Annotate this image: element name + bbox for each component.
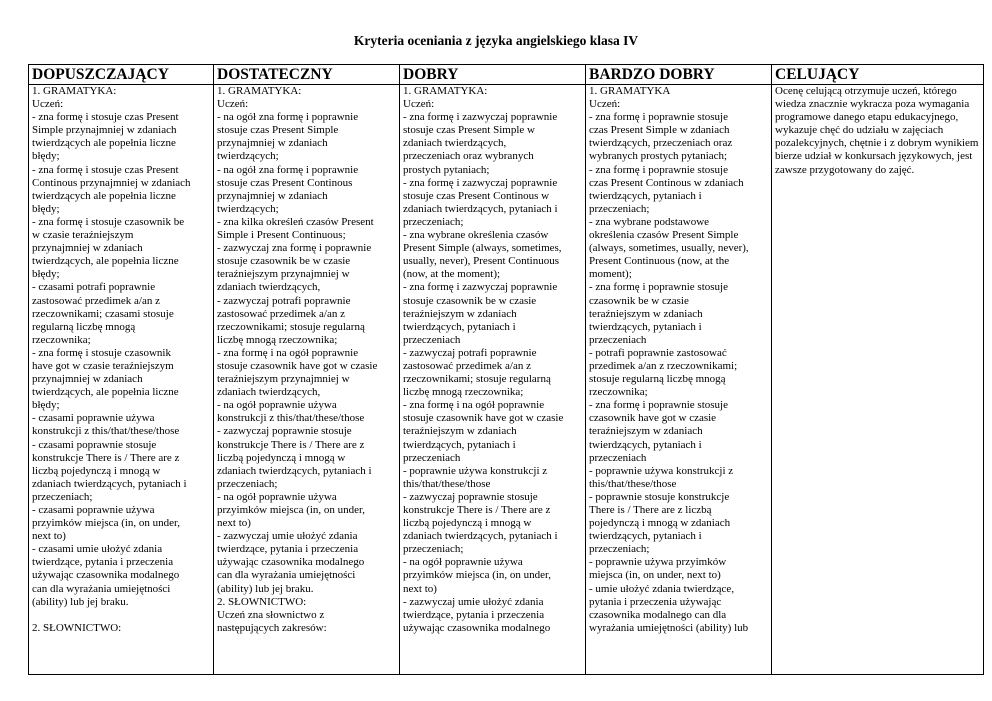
criteria-line: przeczeniach;	[32, 490, 93, 503]
criteria-line: przeczeniach	[589, 333, 647, 346]
criteria-line: Uczeń:	[403, 98, 435, 111]
criteria-line: rzeczownikami; stosuje regularną	[217, 320, 365, 333]
criteria-line: - zna formę i poprawnie stosuje	[589, 111, 728, 124]
criteria-line: - poprawnie używa przyimków	[589, 556, 727, 569]
criteria-line: twierdzących, pytaniach i	[589, 438, 702, 451]
criteria-line: - potrafi poprawnie zastosować	[589, 346, 727, 359]
criteria-line: - zazwyczaj umie ułożyć zdania	[217, 530, 358, 543]
criteria-line: czasownik have got w czasie	[589, 412, 717, 425]
criteria-line: - zna formę i zazwyczaj poprawnie	[403, 281, 558, 294]
criteria-line: (always, sometimes, usually, never),	[589, 242, 749, 255]
criteria-line: - zna formę i zazwyczaj poprawnie	[403, 111, 558, 124]
criteria-line: rzeczownikami; stosuje regularną	[403, 373, 551, 386]
criteria-line: miejsca (in, on under, next to)	[589, 569, 721, 582]
header-bardzo-dobry: BARDZO DOBRY	[586, 65, 772, 85]
criteria-line: twierdzących ale popełnia liczne	[32, 137, 176, 150]
criteria-line: twierdzących;	[217, 202, 279, 215]
criteria-line: - zna formę i zazwyczaj poprawnie	[403, 176, 558, 189]
criteria-line: twierdzących, pytaniach i	[403, 320, 516, 333]
criteria-line: - czasami poprawnie używa	[32, 412, 155, 425]
criteria-line: zastosować przedimek a/an z	[403, 359, 531, 372]
criteria-line: (ability) lub jej braku.	[32, 595, 129, 608]
criteria-line: twierdzących, pytaniach i	[403, 438, 516, 451]
criteria-line: zastosować przedimek a/an z	[217, 307, 345, 320]
criteria-line: Uczeń zna słownictwo z	[217, 608, 325, 621]
criteria-line: przeczeniach	[403, 333, 461, 346]
criteria-line: - poprawnie stosuje konstrukcje	[589, 490, 730, 503]
criteria-line: przynajmniej w zdaniach	[32, 373, 143, 386]
criteria-line: 1. GRAMATYKA:	[217, 85, 302, 97]
header-celujacy: CELUJĄCY	[772, 65, 984, 85]
criteria-line: twierdzących ale popełnia liczne	[32, 189, 176, 202]
criteria-line: next to)	[32, 530, 66, 543]
criteria-line: przynajmniej w zdaniach	[32, 242, 143, 255]
criteria-line: usually, never), Present Continuous	[403, 255, 560, 268]
criteria-line: używając czasownika modalnego	[217, 556, 365, 569]
criteria-line: - czasami potrafi poprawnie	[32, 281, 156, 294]
criteria-line: stosuje czas Present Continous	[217, 176, 353, 189]
criteria-line: następujących zakresów:	[217, 621, 327, 634]
criteria-line: czasownik be w czasie	[589, 294, 689, 307]
criteria-line: wybranych prostych pytaniach;	[589, 150, 728, 163]
criteria-line: twierdzących, pytaniach i	[589, 189, 702, 202]
criteria-line: twierdzące, pytania i przeczenia	[403, 608, 545, 621]
header-dostateczny: DOSTATECZNY	[214, 65, 400, 85]
criteria-line: have got w czasie teraźniejszym	[32, 359, 174, 372]
criteria-line: 1. GRAMATYKA	[589, 85, 671, 97]
criteria-line: czas Present Continous w zdaniach	[589, 176, 744, 189]
criteria-line: przeczeniach	[403, 451, 461, 464]
criteria-line: can dla wyrażania umiejętności	[217, 569, 356, 582]
criteria-line: używając czasownika modalnego	[403, 621, 551, 634]
criteria-line: - zna formę i na ogół poprawnie	[403, 399, 545, 412]
criteria-line: przynajmniej w zdaniach	[217, 189, 328, 202]
criteria-line: liczbę mnogą rzeczownika;	[217, 333, 338, 346]
criteria-line: (now, at the moment);	[403, 268, 501, 281]
criteria-line: rzeczownikami; czasami stosuje	[32, 307, 174, 320]
criteria-line: błędy;	[32, 150, 60, 163]
criteria-line: liczbą pojedynczą i mnogą w	[403, 517, 532, 530]
criteria-line: stosuje czasownik have got w czasie	[217, 359, 378, 372]
criteria-line: can dla wyrażania umiejętności	[32, 582, 171, 595]
criteria-line: - na ogół zna formę i poprawnie	[217, 111, 359, 124]
criteria-line: - zazwyczaj umie ułożyć zdania	[403, 595, 544, 608]
criteria-line: There is / There are z liczbą	[589, 504, 712, 516]
criteria-line: moment);	[589, 268, 632, 281]
criteria-line: twierdzących, ale popełnia liczne	[32, 255, 179, 268]
criteria-line: twierdzących, pytaniach i	[589, 530, 702, 543]
criteria-line: stosuje regularną liczbę mnogą	[589, 373, 726, 386]
criteria-line: 2. SŁOWNICTWO:	[217, 595, 307, 608]
criteria-line: liczbę mnogą rzeczownika;	[403, 386, 524, 399]
criteria-line: - na ogół poprawnie używa	[403, 556, 523, 569]
criteria-line: - na ogół zna formę i poprawnie	[217, 163, 359, 176]
criteria-line: - umie ułożyć zdania twierdzące,	[589, 582, 735, 595]
criteria-line: teraźniejszym w zdaniach	[403, 425, 517, 438]
criteria-row	[29, 85, 984, 675]
cell-dostateczny	[214, 85, 400, 675]
criteria-line: - zazwyczaj potrafi poprawnie	[217, 294, 351, 307]
criteria-line: konstrukcji z this/that/these/those	[217, 412, 365, 425]
criteria-line: zdaniach twierdzących, pytaniach i	[403, 530, 558, 543]
criteria-line: twierdzących;	[217, 150, 279, 163]
criteria-line: konstrukcje There is / There are z	[32, 451, 180, 464]
criteria-line: next to)	[217, 517, 251, 530]
criteria-line: konstrukcje There is / There are z	[403, 504, 551, 516]
criteria-line: przyimków miejsca (in, on under,	[217, 504, 366, 516]
criteria-line: this/that/these/those	[403, 477, 491, 490]
criteria-line: zastosować przedimek a/an z	[32, 294, 160, 307]
criteria-line: teraźniejszym w zdaniach	[403, 307, 517, 320]
criteria-line: liczbą pojedynczą i mnogą w	[217, 451, 346, 464]
criteria-line: - zazwyczaj poprawnie stosuje	[217, 425, 352, 438]
criteria-line: - czasami poprawnie używa	[32, 504, 155, 516]
criteria-line: - zna formę i stosuje czasownik	[32, 346, 171, 359]
criteria-line: przeczeniach;	[403, 215, 464, 228]
criteria-line: wyrażania umiejętności (ability) lub	[589, 621, 749, 634]
criteria-line: this/that/these/those	[589, 477, 677, 490]
criteria-line: stosuje czas Present Simple w	[403, 124, 535, 137]
criteria-line: 1. GRAMATYKA:	[403, 85, 488, 97]
criteria-line: - zna formę i stosuje czas Present	[32, 163, 179, 176]
criteria-line: - czasami umie ułożyć zdania	[32, 543, 163, 556]
header-dobry: DOBRY	[400, 65, 586, 85]
criteria-line: czas Present Simple w zdaniach	[589, 124, 730, 137]
criteria-line: liczbą pojedynczą i mnogą w	[32, 464, 161, 477]
header-row	[29, 65, 984, 85]
criteria-line: twierdzących, ale popełnia liczne	[32, 386, 179, 399]
criteria-line: rzeczownika;	[589, 386, 648, 399]
criteria-line: twierdzące, pytania i przeczenia	[32, 556, 174, 569]
criteria-line: Uczeń:	[32, 98, 64, 111]
criteria-line: Present Simple (always, sometimes,	[403, 242, 562, 255]
criteria-line: - zna formę i poprawnie stosuje	[589, 399, 728, 412]
criteria-line: używając czasownika modalnego	[32, 569, 180, 582]
criteria-line: rzeczownika;	[32, 333, 91, 346]
criteria-line: konstrukcji z this/that/these/those	[32, 425, 180, 438]
criteria-line: przeczeniach;	[589, 543, 650, 556]
criteria-line: zdaniach twierdzących, pytaniach i	[217, 464, 372, 477]
criteria-line: błędy;	[32, 399, 60, 412]
celujacy-description: Ocenę celującą otrzymuje uczeń, którego wiedza znacznie wykracza poza wymagania programowe danego etapu edukacyjnego, wykazuje chęć do udziału w zajęciach pozalekcyjnych, chętnie i z dobrym wynikiem bierze udział w konkursach językowych, jest zawsze przygotowany do zajęć.	[775, 85, 979, 176]
criteria-line: 1. GRAMATYKA:	[32, 85, 117, 97]
criteria-line: - zna formę i poprawnie stosuje	[589, 163, 728, 176]
cell-celujacy	[772, 85, 984, 675]
criteria-line: teraźniejszym w zdaniach	[589, 425, 703, 438]
criteria-line: przeczeniach;	[403, 543, 464, 556]
criteria-line: przeczeniach oraz wybranych	[403, 150, 534, 163]
criteria-line: prostych pytaniach;	[403, 163, 490, 176]
criteria-line: zdaniach twierdzących, pytaniach i	[32, 477, 187, 490]
cell-dobry	[400, 85, 586, 675]
criteria-line: Uczeń:	[589, 98, 621, 111]
criteria-line: twierdzące, pytania i przeczenia	[217, 543, 359, 556]
grading-criteria-table	[28, 64, 984, 675]
criteria-line: regularną liczbę mnogą	[32, 320, 136, 333]
criteria-line: - zazwyczaj poprawnie stosuje	[403, 490, 538, 503]
cell-dopuszczajacy	[29, 85, 214, 675]
criteria-line: stosuje czas Present Continous w	[403, 189, 550, 202]
criteria-line: przeczeniach	[589, 451, 647, 464]
criteria-line: konstrukcje There is / There are z	[217, 438, 365, 451]
criteria-line: - poprawnie używa konstrukcji z	[403, 464, 548, 477]
criteria-line: zdaniach twierdzących,	[403, 137, 507, 150]
criteria-line: zdaniach twierdzących,	[217, 281, 321, 294]
criteria-line: - zazwyczaj zna formę i poprawnie	[217, 242, 372, 255]
criteria-line: przeczeniach;	[217, 477, 278, 490]
criteria-line: przyimków miejsca (in, on under,	[403, 569, 552, 582]
criteria-line: twierdzących, pytaniach i	[589, 320, 702, 333]
criteria-line: - zazwyczaj potrafi poprawnie	[403, 346, 537, 359]
criteria-line: - poprawnie używa konstrukcji z	[589, 464, 734, 477]
criteria-line: Continous przynajmniej w zdaniach	[32, 176, 191, 189]
criteria-line: teraźniejszym przynajmniej w	[217, 268, 350, 281]
criteria-line: przedimek a/an z rzeczownikami;	[589, 359, 738, 372]
criteria-line: - zna formę i na ogół poprawnie	[217, 346, 359, 359]
criteria-line: next to)	[403, 582, 437, 595]
criteria-line: Uczeń:	[217, 98, 249, 111]
criteria-line: błędy;	[32, 202, 60, 215]
criteria-line: określenia czasów Present Simple	[589, 229, 739, 242]
criteria-line: Simple i Present Continuous;	[217, 229, 346, 242]
criteria-line: stosuje czasownik be w czasie	[217, 255, 351, 268]
cell-bardzo-dobry	[586, 85, 772, 675]
criteria-line: - zna formę i poprawnie stosuje	[589, 281, 728, 294]
criteria-line: Present Continuous (now, at the	[589, 255, 730, 268]
criteria-line: - zna kilka określeń czasów Present	[217, 215, 374, 228]
criteria-line: błędy;	[32, 268, 60, 281]
criteria-line: - czasami poprawnie stosuje	[32, 438, 157, 451]
criteria-line: 2. SŁOWNICTWO:	[32, 621, 122, 634]
criteria-line: teraźniejszym przynajmniej w	[217, 373, 350, 386]
criteria-line: zdaniach twierdzących, pytaniach i	[403, 202, 558, 215]
criteria-line: - zna formę i stosuje czas Present	[32, 111, 179, 124]
criteria-line: - zna wybrane określenia czasów	[403, 229, 549, 242]
criteria-line	[32, 609, 210, 622]
criteria-line: (ability) lub jej braku.	[217, 582, 314, 595]
criteria-line: pojedynczą i mnogą w zdaniach	[589, 517, 731, 530]
criteria-line: - na ogół poprawnie używa	[217, 490, 337, 503]
criteria-line: stosuje czasownik be w czasie	[403, 294, 537, 307]
criteria-line: Simple przynajmniej w zdaniach	[32, 124, 177, 137]
criteria-line: czasownika modalnego can dla	[589, 608, 727, 621]
criteria-line: - na ogół poprawnie używa	[217, 399, 337, 412]
criteria-line: stosuje czasownik have got w czasie	[403, 412, 564, 425]
criteria-line: - zna wybrane podstawowe	[589, 215, 710, 228]
criteria-line: zdaniach twierdzących,	[217, 386, 321, 399]
criteria-line: twierdzących, przeczeniach oraz	[589, 137, 733, 150]
criteria-line: teraźniejszym w zdaniach	[589, 307, 703, 320]
criteria-line: przynajmniej w zdaniach	[217, 137, 328, 150]
criteria-line: przyimków miejsca (in, on under,	[32, 517, 181, 530]
criteria-line: - zna formę i stosuje czasownik be	[32, 215, 185, 228]
criteria-line: pytania i przeczenia używając	[589, 595, 722, 608]
criteria-line: stosuje czas Present Simple	[217, 124, 339, 137]
criteria-line: w czasie teraźniejszym	[32, 229, 134, 242]
header-dopuszczajacy: DOPUSZCZAJĄCY	[29, 65, 214, 85]
document-title: Kryteria oceniania z języka angielskiego klasa IV	[353, 33, 639, 48]
criteria-line: przeczeniach;	[589, 202, 650, 215]
